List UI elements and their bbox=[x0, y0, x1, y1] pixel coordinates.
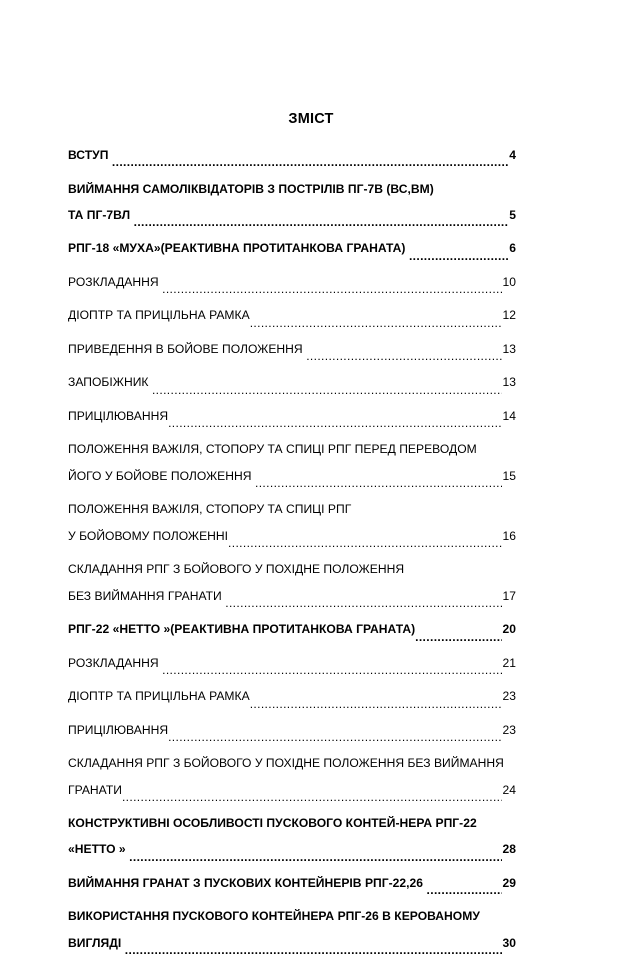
toc-entry-row bbox=[68, 683, 516, 709]
toc-entry-row bbox=[68, 269, 516, 295]
toc-page-number: 29 bbox=[502, 875, 516, 890]
toc-dot-leader bbox=[306, 350, 502, 362]
toc-dot-leader bbox=[168, 417, 502, 429]
toc-entry-label: ТА ПГ-7ВЛ bbox=[68, 207, 131, 222]
toc-entry-row bbox=[68, 403, 516, 429]
toc-entry[interactable] bbox=[68, 496, 516, 549]
toc-entry-row bbox=[68, 650, 516, 676]
toc-page-number: 20 bbox=[502, 622, 516, 637]
toc-page-number: 13 bbox=[502, 375, 516, 390]
toc-entry-label: ПРИЦІЛЮВАННЯ bbox=[68, 408, 169, 423]
toc-page-number: 4 bbox=[509, 148, 516, 162]
toc-entry-row bbox=[68, 202, 516, 228]
toc-entry[interactable] bbox=[68, 750, 516, 803]
toc-entry-row bbox=[68, 777, 516, 803]
toc-entry-label: РОЗКЛАДАННЯ bbox=[68, 274, 159, 289]
toc-entry-row bbox=[68, 235, 516, 261]
toc-dot-leader bbox=[250, 698, 502, 710]
toc-dot-leader bbox=[162, 664, 502, 676]
toc-dot-leader bbox=[225, 597, 502, 609]
toc-page-number: 10 bbox=[502, 274, 516, 289]
toc-entry[interactable] bbox=[68, 235, 516, 261]
toc-entry-label: БЕЗ ВИЙМАННЯ ГРАНАТИ bbox=[68, 588, 222, 603]
toc-dot-leader bbox=[129, 851, 502, 863]
toc-entry-label: ГРАНАТИ bbox=[68, 782, 122, 797]
toc-entry-row bbox=[68, 369, 516, 395]
toc-entry[interactable] bbox=[68, 336, 516, 362]
toc-page-number: 6 bbox=[509, 241, 516, 256]
toc-page-number: 16 bbox=[502, 528, 516, 543]
toc-page-number: 28 bbox=[502, 842, 516, 857]
toc-entry[interactable] bbox=[68, 810, 516, 863]
toc-entry[interactable] bbox=[68, 142, 516, 168]
toc-page-number: 17 bbox=[502, 588, 516, 603]
toc-entry-label: ПРИВЕДЕННЯ В БОЙОВЕ ПОЛОЖЕННЯ bbox=[68, 341, 303, 356]
toc-entry[interactable] bbox=[68, 650, 516, 676]
toc-entry-line: ВИЙМАННЯ САМОЛІКВІДАТОРІВ З ПОСТРІЛІВ ПГ-7В (ВС,ВМ) bbox=[68, 181, 434, 196]
toc-entry[interactable] bbox=[68, 369, 516, 395]
toc-entry-line: ПОЛОЖЕННЯ ВАЖІЛЯ, СТОПОРУ ТА СПИЦІ РПГ bbox=[68, 502, 352, 517]
toc-entry[interactable] bbox=[68, 616, 516, 642]
toc-entry-line: ВИКОРИСТАННЯ ПУСКОВОГО КОНТЕЙНЕРА РПГ-26 В КЕРОВАНОМУ bbox=[68, 909, 480, 924]
toc-page-number: 14 bbox=[502, 408, 516, 423]
toc-dot-leader bbox=[152, 384, 502, 396]
toc-entry-label: ВИГЛЯДІ bbox=[68, 935, 122, 950]
toc-entry-row bbox=[68, 616, 516, 642]
toc-dot-leader bbox=[162, 283, 502, 295]
toc-dot-leader bbox=[427, 884, 502, 896]
toc-entry-label: ЗАПОБІЖНИК bbox=[68, 375, 149, 390]
toc-page-number: 24 bbox=[502, 782, 516, 797]
toc-page-number: 30 bbox=[502, 935, 516, 950]
toc-page-number: 12 bbox=[502, 308, 516, 323]
toc-dot-leader bbox=[228, 537, 502, 549]
toc-entry[interactable] bbox=[68, 717, 516, 743]
toc-dot-leader bbox=[134, 216, 509, 228]
toc-entry-row bbox=[68, 583, 516, 609]
toc-page-number: 5 bbox=[509, 207, 516, 222]
toc-entry-row bbox=[68, 836, 516, 862]
toc-entry-label: РПГ-22 «НЕТТО »(РЕАКТИВНА ПРОТИТАНКОВА ГРАНАТА) bbox=[68, 622, 416, 637]
toc-dot-leader bbox=[112, 156, 509, 168]
toc-entry-label: У БОЙОВОМУ ПОЛОЖЕННІ bbox=[68, 528, 229, 543]
toc-dot-leader bbox=[415, 631, 502, 643]
toc-entry-row bbox=[68, 142, 516, 168]
toc-page-number: 15 bbox=[502, 468, 516, 483]
toc-dot-leader bbox=[125, 944, 502, 956]
toc-page-number: 23 bbox=[502, 689, 516, 704]
toc-entry-label: ВИЙМАННЯ ГРАНАТ З ПУСКОВИХ КОНТЕЙНЕРІВ РПГ-22,26 bbox=[68, 875, 424, 890]
toc-entry[interactable] bbox=[68, 903, 516, 956]
toc-entry[interactable] bbox=[68, 436, 516, 489]
toc-page-number: 13 bbox=[502, 341, 516, 356]
toc-entry-label: ЙОГО У БОЙОВЕ ПОЛОЖЕННЯ bbox=[68, 468, 252, 483]
toc-entry[interactable] bbox=[68, 302, 516, 328]
toc-entry-label: ДІОПТР ТА ПРИЦІЛЬНА РАМКА bbox=[68, 308, 250, 323]
toc-entry-row bbox=[68, 523, 516, 549]
toc-dot-leader bbox=[255, 477, 502, 489]
toc-entry-row bbox=[68, 930, 516, 956]
toc-dot-leader bbox=[409, 250, 509, 262]
toc-entry-row bbox=[68, 463, 516, 489]
toc-entry-label: ВСТУП bbox=[68, 148, 109, 162]
toc-entry-line: СКЛАДАННЯ РПГ З БОЙОВОГО У ПОХІДНЕ ПОЛОЖЕННЯ БЕЗ ВИЙМАННЯ bbox=[68, 756, 504, 771]
toc-entry-line: КОНСТРУКТИВНІ ОСОБЛИВОСТІ ПУСКОВОГО КОНТЕЙ-НЕРА РПГ-22 bbox=[68, 816, 477, 831]
toc-entry[interactable] bbox=[68, 556, 516, 609]
toc-entry-row bbox=[68, 336, 516, 362]
toc-entry-label: РПГ-18 «МУХА»(РЕАКТИВНА ПРОТИТАНКОВА ГРАНАТА) bbox=[68, 241, 406, 256]
table-of-contents bbox=[68, 142, 516, 963]
toc-dot-leader bbox=[250, 317, 502, 329]
toc-page-number: 21 bbox=[502, 655, 516, 670]
toc-entry-label: «НЕТТО » bbox=[68, 842, 126, 857]
toc-entry[interactable] bbox=[68, 683, 516, 709]
toc-entry-label: ДІОПТР ТА ПРИЦІЛЬНА РАМКА bbox=[68, 689, 250, 704]
toc-entry[interactable] bbox=[68, 269, 516, 295]
toc-entry[interactable] bbox=[68, 403, 516, 429]
toc-entry-label: РОЗКЛАДАННЯ bbox=[68, 655, 159, 670]
toc-entry-line: СКЛАДАННЯ РПГ З БОЙОВОГО У ПОХІДНЕ ПОЛОЖЕННЯ bbox=[68, 562, 405, 577]
toc-entry-line: ПОЛОЖЕННЯ ВАЖІЛЯ, СТОПОРУ ТА СПИЦІ РПГ ПЕРЕД ПЕРЕВОДОМ bbox=[68, 442, 477, 457]
toc-page-number: 23 bbox=[502, 722, 516, 737]
toc-entry[interactable] bbox=[68, 176, 516, 229]
toc-entry-row bbox=[68, 717, 516, 743]
toc-entry-label: ПРИЦІЛЮВАННЯ bbox=[68, 722, 169, 737]
toc-dot-leader bbox=[168, 731, 502, 743]
page-title: ЗМІСТ bbox=[288, 111, 334, 127]
toc-dot-leader bbox=[122, 791, 502, 803]
toc-entry-row bbox=[68, 870, 516, 896]
toc-entry[interactable] bbox=[68, 870, 516, 896]
toc-entry-row bbox=[68, 302, 516, 328]
